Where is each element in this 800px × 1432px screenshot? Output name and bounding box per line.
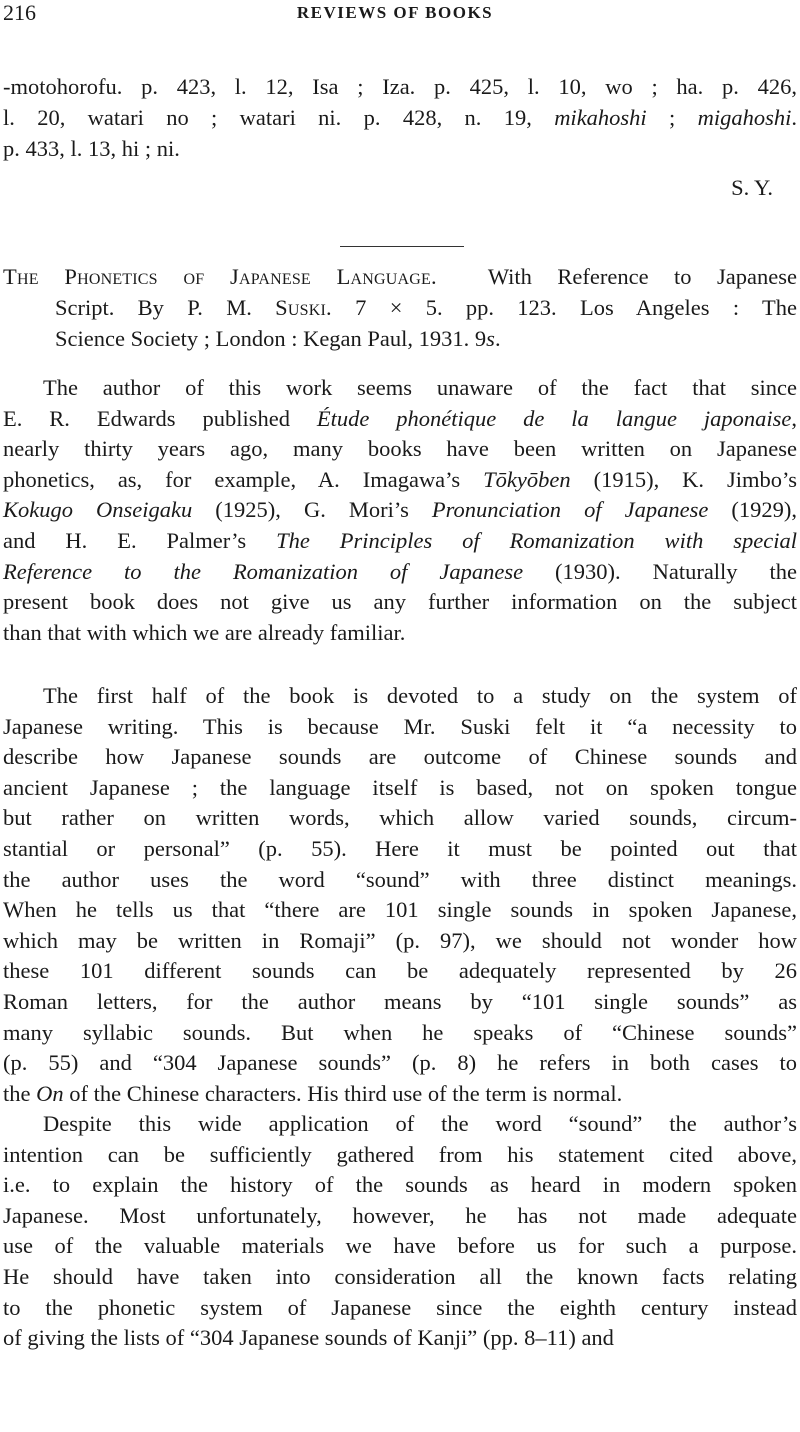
book-title: The Phonetics of Japanese Language. [3, 264, 437, 289]
italic-word: mikahoshi [554, 105, 647, 130]
running-head [0, 0, 790, 26]
text-line [3, 1140, 797, 1170]
text-run: intention can be sufficiently gathered from his statement cited above, [3, 1141, 797, 1167]
text-line [3, 1262, 797, 1292]
errata-line: -motohorofu. p. 423, l. 12, Isa ; Iza. p. 425, l. 10, wo ; ha. p. 426, [3, 74, 797, 99]
text-line [3, 895, 797, 925]
text-line [43, 681, 797, 711]
italic-title: Pronunciation of Japanese [431, 497, 709, 523]
text-run: but rather on written words, which allow varied sounds, circum- [3, 805, 797, 831]
text-run: (1925), G. Mori’s [192, 497, 432, 523]
text-line [3, 434, 797, 464]
text-line [3, 742, 797, 772]
text-run: ancient Japanese ; the language itself is based, not on spoken tongue [3, 774, 797, 800]
text-line [3, 1293, 797, 1323]
text-line [3, 465, 797, 495]
text-run: describe how Japanese sounds are outcome of Chinese sounds and [3, 744, 797, 770]
text-run: i.e. to explain the history of the sounds as heard in modern spoken [3, 1172, 797, 1198]
text-run: When he tells us that “there are 101 single sounds in spoken Japanese, [3, 897, 797, 923]
text-run: stantial or personal” (p. 55). Here it must be pointed out that [3, 836, 797, 861]
text-run: phonetics, as, for example, A. Imagawa’s [3, 466, 484, 492]
text-run: than that with which we are already familiar. [3, 619, 406, 645]
text-run: With Reference to Japanese [487, 264, 797, 289]
text-line [3, 712, 797, 742]
text-run: Script. By P. M. [55, 295, 276, 320]
text-line [3, 1323, 797, 1353]
running-title: REVIEWS OF BOOKS [296, 3, 494, 22]
text-run: . [791, 105, 797, 130]
text-line [3, 404, 797, 434]
price-unit: s [486, 326, 495, 351]
text-run: Japanese writing. This is because Mr. Suski felt it “a necessity to [3, 713, 797, 739]
text-run: Science Society ; London : Kegan Paul, 1931. 9 [55, 326, 487, 351]
text-line [3, 1201, 797, 1231]
text-run: (1930). Naturally the [523, 558, 797, 584]
text-run: The first half of the book is devoted to a study on the system of [43, 683, 797, 708]
text-run: Despite this wide application of the word “sound” the author’s [43, 1111, 797, 1136]
text-line [3, 587, 797, 617]
italic-title: On [36, 1080, 64, 1106]
citation-line [55, 324, 797, 354]
text-run: The author of this work seems unaware of the fact that since [43, 375, 797, 400]
text-line [3, 865, 797, 895]
text-run: use of the valuable materials we have before us for such a purpose. [3, 1233, 797, 1259]
section-divider [340, 246, 464, 247]
text-line [3, 1018, 797, 1048]
errata-line [3, 103, 797, 133]
text-run: ; [646, 105, 698, 130]
reviewer-signature: S. Y. [731, 175, 773, 200]
text-run: 7 × 5. pp. 123. Los Angeles : The [331, 295, 797, 320]
text-line [3, 926, 797, 956]
text-line [3, 557, 797, 587]
text-run: He should have taken into consideration all the known facts relating [3, 1264, 797, 1289]
text-run: to the phonetic system of Japanese since the eighth century instead [3, 1294, 797, 1320]
text-run: and H. E. Palmer’s [3, 528, 277, 553]
text-run: the author uses the word “sound” with three distinct meanings. [3, 866, 797, 892]
text-line [3, 834, 797, 864]
text-run: (1915), K. Jimbo’s [570, 466, 798, 492]
italic-title: Tōkyōben [483, 466, 571, 492]
text-run: of the Chinese characters. His third use of the term is normal. [63, 1080, 623, 1106]
text-run: (1929), [708, 497, 797, 523]
errata-line: p. 433, l. 13, hi ; ni. [3, 136, 180, 161]
text-run: present book does not give us any further information on the subject [3, 589, 797, 615]
citation-line [55, 293, 797, 323]
italic-title: The Principles of Romanization with special [276, 528, 797, 553]
text-run: (p. 55) and “304 Japanese sounds” (p. 8) he refers in both cases to [3, 1050, 797, 1076]
text-line [3, 495, 797, 525]
italic-title: Reference to the Romanization of Japanese [3, 558, 524, 584]
italic-title: Kokugo Onseigaku [3, 497, 193, 523]
author-name: Suski. [275, 295, 332, 320]
text-run [437, 264, 488, 289]
italic-word: migahoshi [697, 105, 792, 130]
citation-line [3, 262, 797, 292]
text-run: E. R. Edwards published [3, 405, 317, 431]
text-run: these 101 different sounds can be adequately represented by 26 [3, 958, 797, 984]
text-line [3, 526, 797, 556]
text-line [3, 1170, 797, 1200]
text-line [3, 987, 797, 1017]
text-line [3, 618, 797, 648]
text-run: Roman letters, for the author means by “101 single sounds” as [3, 989, 797, 1014]
text-line [43, 1109, 797, 1139]
text-line [3, 956, 797, 986]
text-line [3, 803, 797, 833]
text-run: of giving the lists of “304 Japanese sounds of Kanji” (pp. 8–11) and [3, 1325, 614, 1351]
text-line [43, 373, 797, 403]
text-run: many syllabic sounds. But when he speaks of “Chinese sounds” [3, 1019, 797, 1045]
text-line [3, 773, 797, 803]
text-line [3, 1079, 797, 1109]
text-run: nearly thirty years ago, many books have been written on Japanese [3, 436, 797, 462]
text-run: , [791, 405, 797, 431]
text-run: . [494, 326, 501, 351]
text-line [3, 1048, 797, 1078]
text-run: which may be written in Romaji” (p. 97), we should not wonder how [3, 927, 797, 953]
text-run: Japanese. Most unfortunately, however, he has not made adequate [3, 1202, 797, 1228]
text-run: l. 20, watari no ; watari ni. p. 428, n. 19, [3, 105, 555, 130]
italic-title: Étude phonétique de la langue japonaise [316, 405, 792, 431]
page-number: 216 [3, 0, 36, 25]
text-line [3, 1231, 797, 1261]
text-run: the [3, 1080, 37, 1106]
